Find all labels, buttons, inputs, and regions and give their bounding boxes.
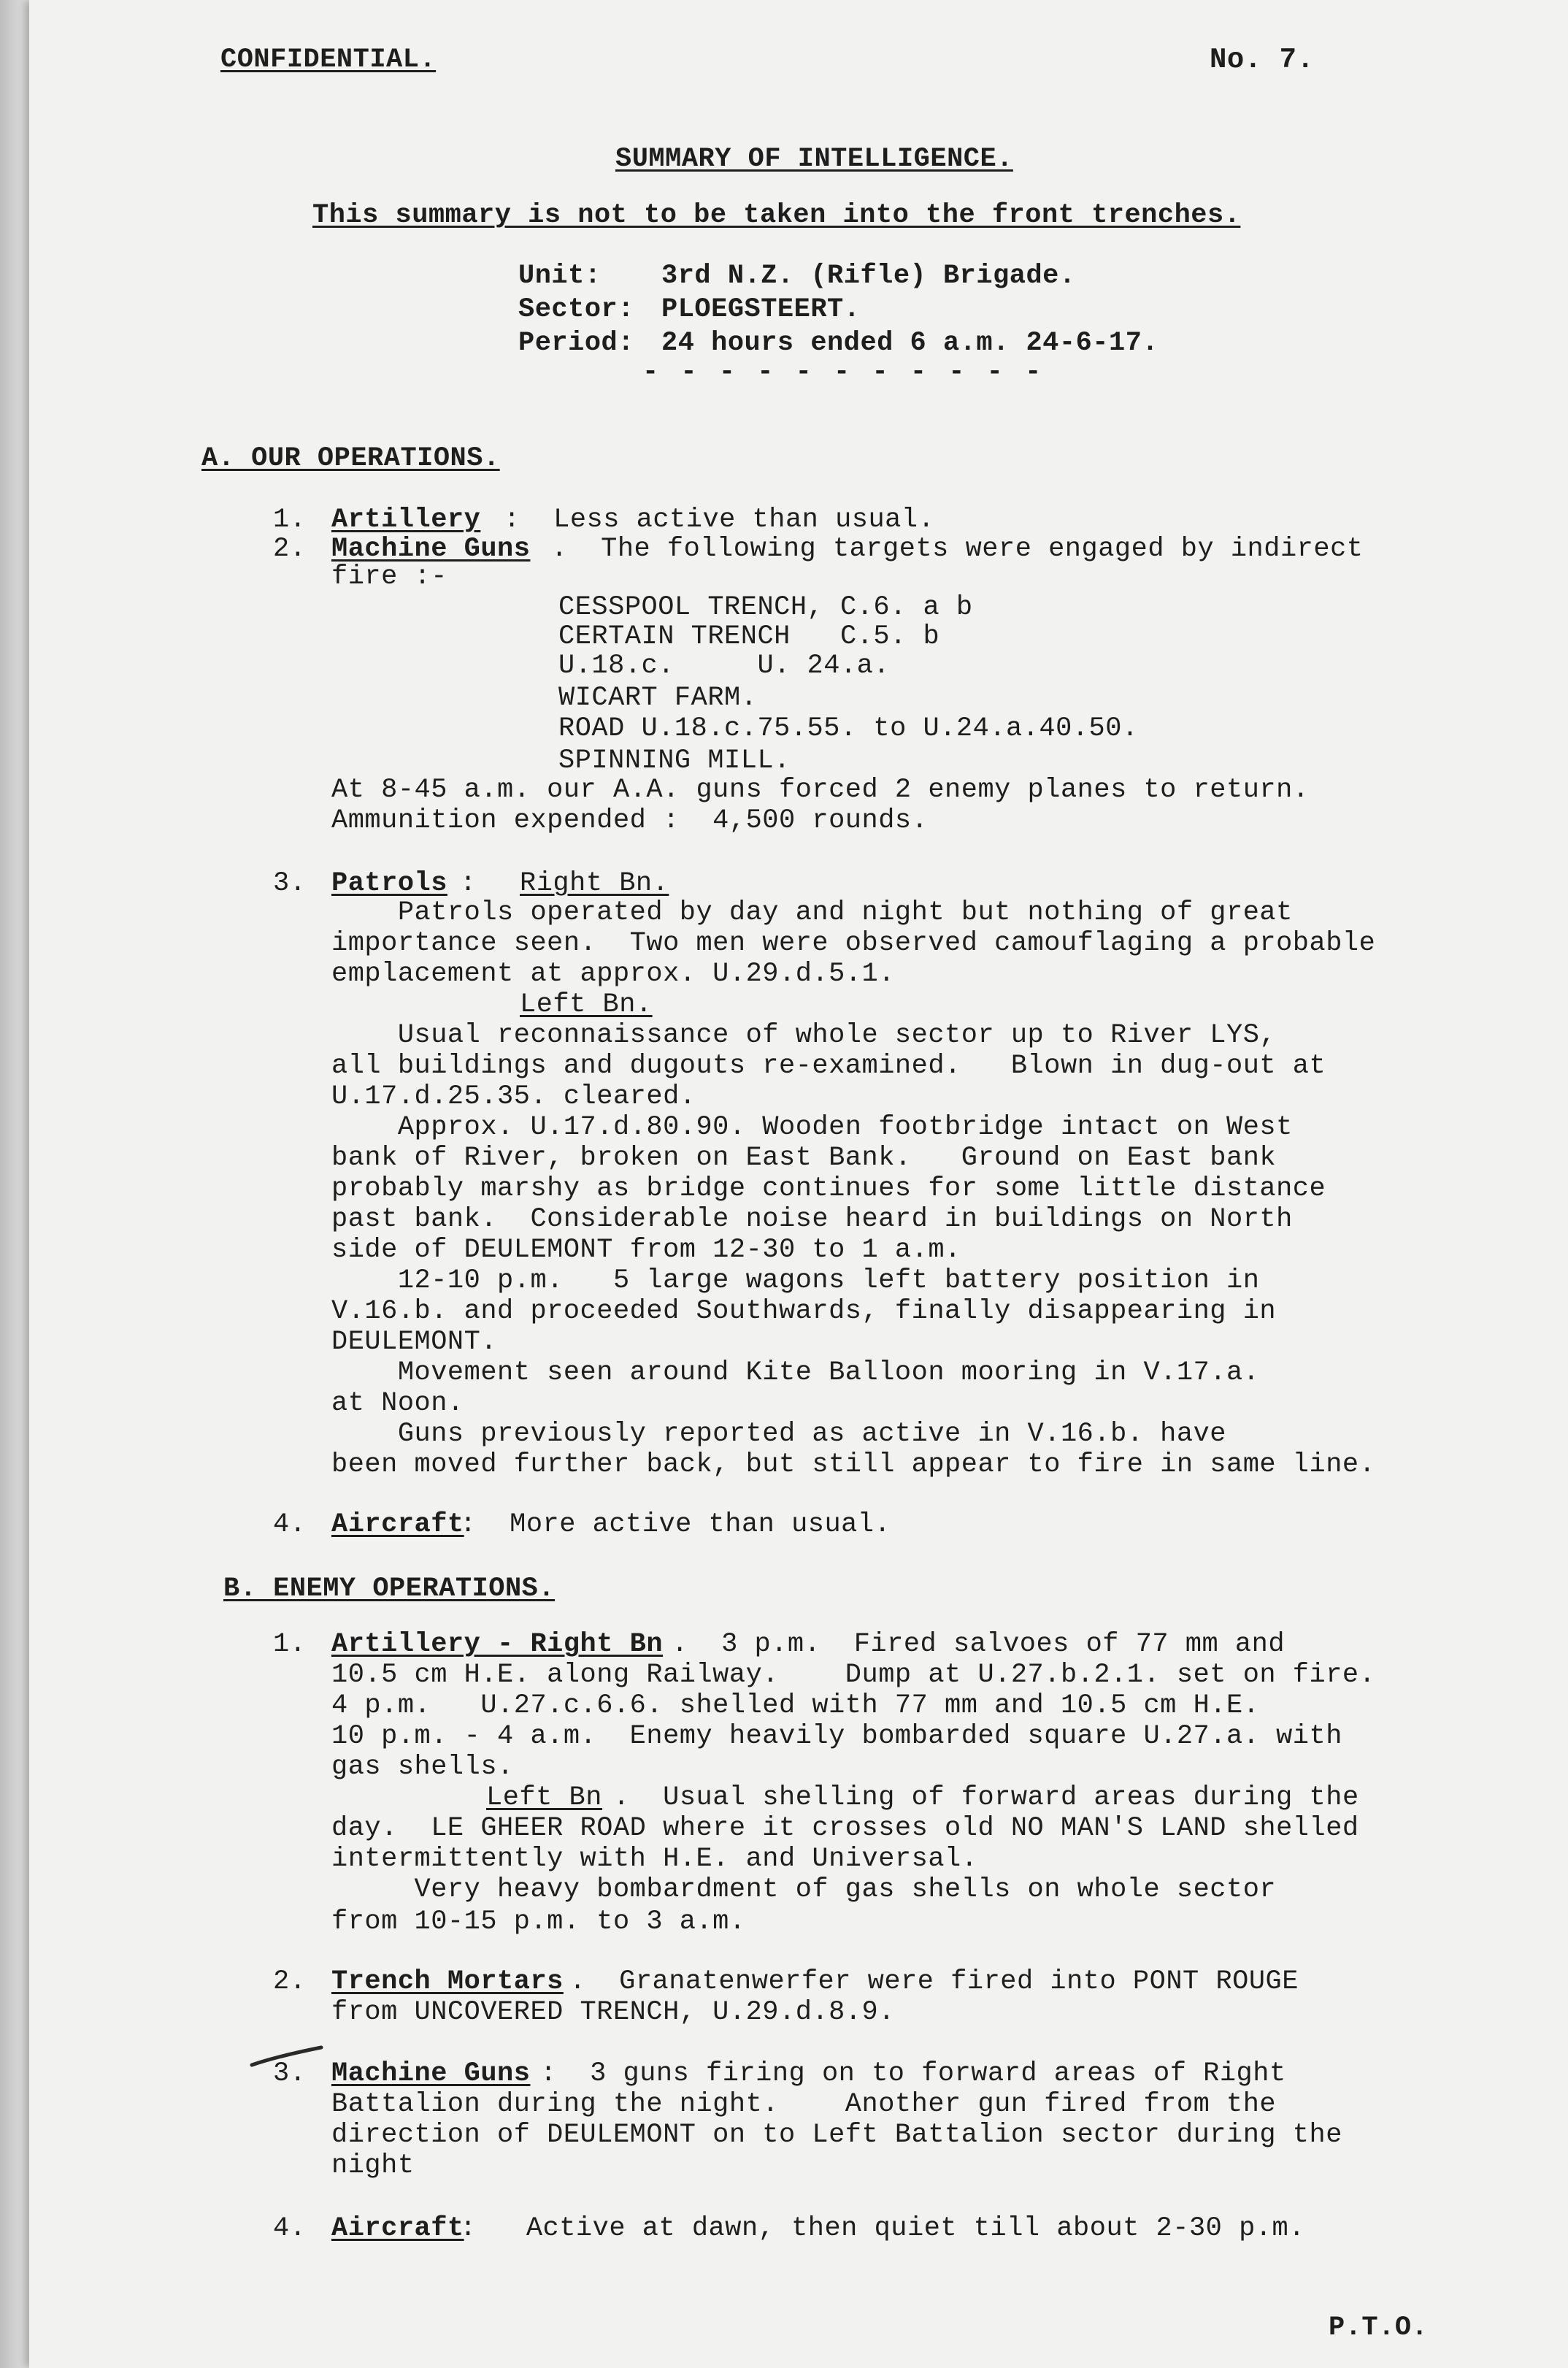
document-number: No. 7. <box>1210 44 1315 76</box>
mg-after-line: Ammunition expended : 4,500 rounds. <box>331 805 929 836</box>
b1-left-line: Very heavy bombardment of gas shells on whole sector <box>331 1874 1277 1905</box>
section-a-heading: A. OUR OPERATIONS. <box>201 443 500 474</box>
unit-value: 3rd N.Z. (Rifle) Brigade. <box>661 261 1076 291</box>
b1-line: . 3 p.m. Fired salvoes of 77 mm and <box>672 1629 1285 1660</box>
unit-label: Unit: <box>518 261 602 291</box>
patrol-line: emplacement at approx. U.29.d.5.1. <box>331 959 895 989</box>
confidential-label: CONFIDENTIAL. <box>220 45 437 75</box>
b4-label: Aircraft <box>331 2213 464 2244</box>
patrol-line: at Noon. <box>331 1388 464 1419</box>
b3-number: 3. <box>273 2058 307 2089</box>
b2-line: from UNCOVERED TRENCH, U.29.d.8.9. <box>331 1997 895 2028</box>
a3-label: Patrols <box>331 868 447 899</box>
b2-number: 2. <box>273 1966 307 1997</box>
patrol-line: Patrols operated by day and night but nothing of great <box>331 897 1293 928</box>
mg-target: CESSPOOL TRENCH, C.6. a b <box>558 592 973 623</box>
patrol-line: past bank. Considerable noise heard in buildings on North <box>331 1204 1293 1235</box>
a4-number: 4. <box>273 1509 307 1540</box>
a1-number: 1. <box>273 505 307 535</box>
a4-text: : More active than usual. <box>460 1509 891 1540</box>
a2-text: . The following targets were engaged by indirect <box>551 534 1364 564</box>
b3-line: : 3 guns firing on to forward areas of Right <box>540 2058 1286 2089</box>
b1-line: 10 p.m. - 4 a.m. Enemy heavily bombarded square U.27.a. with <box>331 1721 1342 1752</box>
a1-text: : Less active than usual. <box>504 505 935 535</box>
a2-label: Machine Guns <box>331 534 531 564</box>
patrol-line: 12-10 p.m. 5 large wagons left battery position in <box>331 1265 1260 1296</box>
a3-number: 3. <box>273 868 307 899</box>
patrol-line: U.17.d.25.35. cleared. <box>331 1081 696 1112</box>
period-separator: - - - - - - - - - - - <box>642 357 1045 388</box>
b4-number: 4. <box>273 2213 307 2244</box>
patrol-line: been moved further back, but still appear to fire in same line. <box>331 1449 1376 1480</box>
patrol-line: importance seen. Two men were observed camouflaging a probable <box>331 928 1376 959</box>
mg-target: SPINNING MILL. <box>558 746 791 776</box>
a3-colon: : <box>460 868 477 899</box>
patrol-line: Approx. U.17.d.80.90. Wooden footbridge intact on West <box>331 1112 1293 1143</box>
patrol-line: Usual reconnaissance of whole sector up to River LYS, <box>331 1020 1277 1051</box>
b3-line: Battalion during the night. Another gun fired from the <box>331 2089 1277 2120</box>
please-turn-over: P.T.O. <box>1329 2313 1429 2343</box>
b1-number: 1. <box>273 1629 307 1660</box>
b2-label: Trench Mortars <box>331 1966 564 1997</box>
b3-label: Machine Guns <box>331 2058 531 2089</box>
b1-left-line: . Usual shelling of forward areas during the <box>613 1782 1359 1813</box>
sector-value: PLOEGSTEERT. <box>661 294 861 325</box>
b3-line: night <box>331 2150 415 2181</box>
distribution-notice: This summary is not to be taken into the front trenches. <box>312 200 1241 231</box>
mg-target: U.18.c. U. 24.a. <box>558 651 891 681</box>
section-b-heading: B. ENEMY OPERATIONS. <box>223 1574 556 1604</box>
b1-line: gas shells. <box>331 1752 514 1782</box>
mg-target: ROAD U.18.c.75.55. to U.24.a.40.50. <box>558 713 1139 744</box>
b1-left-line: intermittently with H.E. and Universal. <box>331 1844 978 1874</box>
patrol-line: Movement seen around Kite Balloon mooring in V.17.a. <box>331 1357 1260 1388</box>
b1-left-bn-subheading: Left Bn <box>486 1782 602 1813</box>
patrol-line: bank of River, broken on East Bank. Ground on East bank <box>331 1143 1277 1173</box>
patrol-line: Guns previously reported as active in V.16.b. have <box>331 1419 1226 1449</box>
b1-left-line: day. LE GHEER ROAD where it crosses old NO MAN'S LAND shelled <box>331 1813 1359 1844</box>
right-bn-subheading: Right Bn. <box>520 868 669 899</box>
document-page <box>29 0 1568 2368</box>
patrol-line: V.16.b. and proceeded Southwards, finally disappearing in <box>331 1296 1277 1327</box>
sector-label: Sector: <box>518 294 634 325</box>
mg-target: CERTAIN TRENCH C.5. b <box>558 621 940 652</box>
b4-text: : Active at dawn, then quiet till about 2-30 p.m. <box>460 2213 1305 2244</box>
b2-line: . Granatenwerfer were fired into PONT ROUGE <box>569 1966 1299 1997</box>
period-value: 24 hours ended 6 a.m. 24-6-17. <box>661 328 1159 359</box>
mg-target: WICART FARM. <box>558 683 758 713</box>
b1-label: Artillery - Right Bn <box>331 1629 664 1660</box>
patrol-line: all buildings and dugouts re-examined. Blown in dug-out at <box>331 1051 1326 1081</box>
a2-number: 2. <box>273 534 307 564</box>
b3-line: direction of DEULEMONT on to Left Battalion sector during the <box>331 2120 1342 2150</box>
left-bn-subheading: Left Bn. <box>520 989 653 1020</box>
b1-line: 10.5 cm H.E. along Railway. Dump at U.27.b.2.1. set on fire. <box>331 1660 1376 1690</box>
patrol-line: DEULEMONT. <box>331 1327 498 1357</box>
document-title: SUMMARY OF INTELLIGENCE. <box>615 144 1013 175</box>
patrol-line: side of DEULEMONT from 12-30 to 1 a.m. <box>331 1235 961 1265</box>
a4-label: Aircraft <box>331 1509 464 1540</box>
period-label: Period: <box>518 328 634 359</box>
underlying-page-edge <box>0 0 29 2368</box>
patrol-line: probably marshy as bridge continues for some little distance <box>331 1173 1326 1204</box>
a1-label: Artillery <box>331 505 481 535</box>
b1-line: 4 p.m. U.27.c.6.6. shelled with 77 mm and 10.5 cm H.E. <box>331 1690 1260 1721</box>
b1-left-line: from 10-15 p.m. to 3 a.m. <box>331 1907 746 1937</box>
mg-after-line: At 8-45 a.m. our A.A. guns forced 2 enemy planes to return. <box>331 775 1310 805</box>
a2-text-line2: fire :- <box>331 562 447 592</box>
